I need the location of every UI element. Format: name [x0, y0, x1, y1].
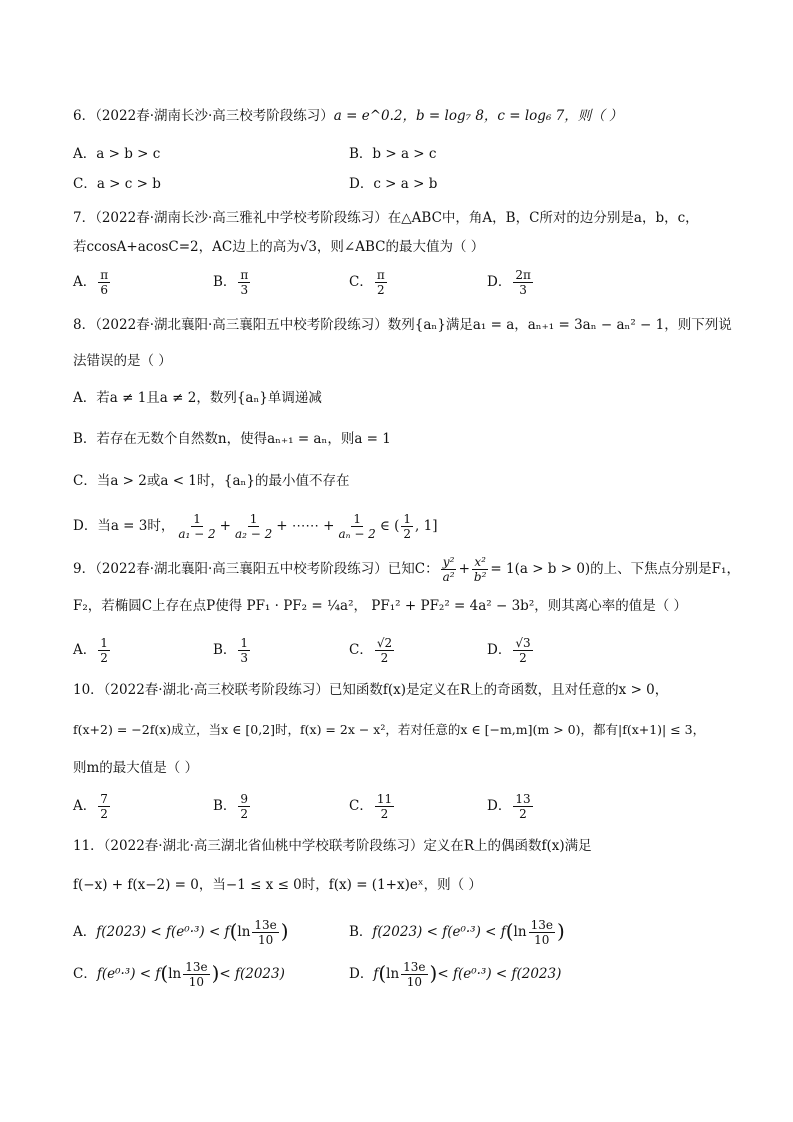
fraction-numerator: x² — [474, 555, 486, 569]
q10-option-d-fraction — [513, 792, 532, 821]
fraction-numerator: 13e — [403, 960, 426, 974]
q9-option-d — [487, 636, 535, 665]
fraction-denominator: 3 — [240, 283, 249, 297]
q8-option-b: B．若存在无数个自然数n，使得aₙ₊₁ = aₙ，则a = 1 — [73, 431, 391, 447]
q9-option-c — [349, 636, 396, 665]
fraction-denominator: 10 — [257, 933, 274, 947]
q9-stem-line1: 9．（2022春·湖北襄阳·高三襄阳五中校考阶段练习）已知C： $\frac{\text{y²}}{\text{a²}}$ + $\frac{\text{x²}}{\text{b²}}$ = 1(a > b > 0)的上、下焦点分别是F₁， — [73, 555, 740, 584]
q11-option-a-fraction — [252, 918, 278, 947]
fraction-numerator: √2 — [376, 636, 393, 650]
q6-option-b: B．b > a > c — [349, 146, 437, 162]
paren-close: ) — [211, 961, 220, 985]
q8-option-d-prefix: D．当a = 3时， — [73, 518, 175, 534]
q9-stem-line2: F₂，若椭圆C上存在点P使得 PF₁ · PF₂ = ¼a²， PF₁² + PF₂² = 4a² − 3b²，则其离心率的值是（ ） — [73, 598, 688, 614]
q11-option-c-label: C． — [73, 966, 97, 982]
q11-stem-line2: f(−x) + f(x−2) = 0，当−1 ≤ x ≤ 0时，f(x) = (1+x)eˣ，则（ ） — [73, 877, 482, 893]
q7-option-a-fraction — [98, 268, 110, 297]
q7-option-b — [213, 268, 252, 297]
q8-interval-close: , 1] — [415, 518, 438, 534]
fraction-denominator: a₂ − 2 — [234, 527, 273, 541]
q11-option-d — [349, 960, 561, 989]
fraction-numerator: y² — [442, 555, 455, 569]
q10-option-a-label: A． — [73, 798, 97, 814]
q11-option-c-fraction — [183, 960, 209, 989]
q7-option-c-label: C． — [349, 274, 373, 290]
fraction-numerator: 13e — [185, 960, 208, 974]
q11-option-b-expr: f(2023) < f(e⁰·³) < f — [372, 924, 506, 940]
q11-option-a — [73, 918, 289, 947]
fraction-denominator: 10 — [534, 933, 550, 947]
q8-fraction-2 — [233, 512, 274, 541]
q10-stem-line1: 10．（2022春·湖北·高三校联考阶段练习）已知函数f(x)是定义在R上的奇函数，且对任意的x > 0， — [73, 682, 669, 698]
q7-option-b-fraction — [238, 268, 250, 297]
q9-option-d-label: D． — [487, 642, 512, 658]
q10-option-b — [213, 792, 252, 821]
q8-option-c: C．当a > 2或a < 1时，{aₙ}的最小值不存在 — [73, 473, 350, 489]
q9-option-c-fraction — [375, 636, 394, 665]
q10-option-b-fraction — [238, 792, 250, 821]
paren-open: ( — [229, 919, 238, 943]
fraction-numerator: 7 — [100, 792, 108, 806]
q9-option-b-label: B． — [213, 642, 237, 658]
q8-option-d: D．当a = 3时， $\frac{1}{\text{a₁ − 2}}$ + $\frac{1}{\text{a₂ − 2}}$ + ⋯⋯ + $\frac{1}{\text{aₙ − 2}}$ ∈ ( $\frac{1}{2}$ , 1] — [73, 512, 438, 541]
fraction-denominator: a₁ − 2 — [178, 527, 216, 541]
fraction-numerator: π — [376, 268, 385, 282]
q8-option-a: A．若a ≠ 1且a ≠ 2，数列{aₙ}单调递减 — [73, 390, 322, 406]
q7-option-d — [487, 268, 535, 297]
q10-option-c-label: C． — [349, 798, 373, 814]
fraction-denominator: 2 — [380, 807, 389, 821]
q7-option-d-fraction — [513, 268, 533, 297]
fraction-numerator: 1 — [193, 512, 201, 526]
paren-close: ) — [280, 919, 289, 943]
fraction-numerator: 13e — [254, 918, 277, 932]
fraction-numerator: 13 — [515, 792, 531, 806]
ln-label: ln — [168, 966, 182, 982]
q9-option-b — [213, 636, 252, 665]
q10-option-c — [349, 792, 396, 821]
fraction-numerator: 1 — [100, 636, 108, 650]
q7-option-b-label: B． — [213, 274, 237, 290]
q10-option-a-fraction — [98, 792, 110, 821]
fraction-denominator: 2 — [240, 807, 249, 821]
q6-option-c: C．a > c > b — [73, 176, 161, 192]
fraction-numerator: √3 — [515, 636, 531, 650]
q11-option-d-expr: f — [373, 966, 379, 982]
q7-option-a — [73, 268, 112, 297]
q7-option-c-fraction — [375, 268, 387, 297]
paren-open: ( — [378, 961, 387, 985]
fraction-numerator: 13e — [530, 918, 553, 932]
q10-option-a — [73, 792, 112, 821]
q9-ellipse-y-term — [441, 555, 457, 584]
q9-option-d-fraction — [513, 636, 532, 665]
fraction-denominator: 10 — [188, 975, 205, 989]
q11-stem-line1: 11．（2022春·湖北·高三湖北省仙桃中学校联考阶段练习）定义在R上的偶函数f(x)满足 — [73, 838, 592, 854]
paren-close: ) — [429, 961, 438, 985]
q9-option-a — [73, 636, 112, 665]
q10-stem-line3: 则m的最大值是（ ） — [73, 760, 199, 776]
fraction-numerator: π — [240, 268, 249, 282]
q10-option-c-fraction — [375, 792, 394, 821]
q8-fraction-1 — [176, 512, 217, 541]
q7-option-d-label: D． — [487, 274, 512, 290]
q11-option-a-expr: f(2023) < f(e⁰·³) < f — [96, 924, 230, 940]
fraction-numerator: 9 — [240, 792, 249, 806]
q9-option-a-label: A． — [73, 642, 97, 658]
q9-option-c-label: C． — [349, 642, 373, 658]
ln-label: ln — [237, 924, 251, 940]
fraction-numerator: 11 — [376, 792, 393, 806]
fraction-denominator: aₙ − 2 — [338, 527, 376, 541]
q9-stem-suffix: = 1(a > b > 0)的上、下焦点分别是F₁， — [490, 561, 740, 577]
fraction-denominator: 10 — [406, 975, 422, 989]
paren-open: ( — [160, 961, 169, 985]
q11-option-b — [349, 918, 565, 947]
q6-stem-prefix: 6．（2022春·湖南长沙·高三校考阶段练习） — [73, 108, 334, 124]
fraction-denominator: 3 — [240, 651, 249, 665]
fraction-numerator: 1 — [240, 636, 249, 650]
fraction-denominator: 2 — [380, 651, 389, 665]
q6-option-a: A．a > b > c — [73, 146, 161, 162]
fraction-denominator: 2 — [100, 651, 108, 665]
fraction-denominator: 2 — [519, 807, 527, 821]
q7-stem-line2: 若ccosA+acosC=2，AC边上的高为√3，则∠ABC的最大值为（ ） — [73, 239, 485, 255]
ln-label: ln — [513, 924, 527, 940]
q6-option-d: D．c > a > b — [349, 176, 438, 192]
fraction-denominator: a² — [442, 570, 455, 584]
q10-option-b-label: B． — [213, 798, 237, 814]
fraction-numerator: 2π — [515, 268, 531, 282]
q8-interval-open: ∈ ( — [379, 518, 400, 534]
fraction-numerator: π — [100, 268, 109, 282]
fraction-numerator: 1 — [403, 512, 412, 526]
fraction-denominator: b² — [473, 570, 487, 584]
q9-ellipse-x-term — [472, 555, 489, 584]
q11-option-b-fraction — [529, 918, 555, 947]
q11-option-d-label: D． — [349, 966, 374, 982]
q11-option-b-label: B． — [349, 924, 373, 940]
q8-stem-line2: 法错误的是（ ） — [73, 353, 172, 369]
q7-option-a-label: A． — [73, 274, 97, 290]
fraction-denominator: 2 — [403, 527, 412, 541]
fraction-denominator: 2 — [100, 807, 108, 821]
q9-stem-prefix: 9．（2022春·湖北襄阳·高三襄阳五中校考阶段练习）已知C： — [73, 561, 439, 577]
q7-option-c — [349, 268, 389, 297]
fraction-denominator: 3 — [519, 283, 527, 297]
ln-label: ln — [386, 966, 400, 982]
q7-stem-line1: 7．（2022春·湖南长沙·高三雅礼中学校考阶段练习）在△ABC中，角A，B，C所对的边分别是a，b，c， — [73, 210, 699, 226]
q8-half-fraction — [401, 512, 413, 541]
q9-option-b-fraction — [238, 636, 250, 665]
fraction-denominator: 6 — [100, 283, 109, 297]
fraction-denominator: 2 — [376, 283, 385, 297]
q8-stem-line1: 8．（2022春·湖北襄阳·高三襄阳五中校考阶段练习）数列{aₙ}满足a₁ = a，aₙ₊₁ = 3aₙ − aₙ² − 1，则下列说 — [73, 317, 732, 333]
fraction-numerator: 1 — [249, 512, 258, 526]
q8-ellipsis: + ⋯⋯ + — [276, 518, 335, 534]
q11-option-d-expr-tail: < f(e⁰·³) < f(2023) — [437, 966, 562, 982]
fraction-numerator: 1 — [353, 512, 361, 526]
q11-option-c — [73, 960, 285, 989]
q10-option-d — [487, 792, 535, 821]
q6-stem-math: a = e^0.2，b = log₇ 8，c = log₆ 7，则（ ） — [333, 108, 623, 124]
fraction-denominator: 2 — [519, 651, 527, 665]
q10-stem-line2: f(x+2) = −2f(x)成立，当x ∈ [0,2]时，f(x) = 2x − x²，若对任意的x ∈ [−m,m](m > 0)，都有|f(x+1)| ≤ 3， — [73, 722, 706, 737]
q11-option-c-expr-tail: < f(2023) — [219, 966, 285, 982]
paren-close: ) — [556, 919, 565, 943]
q10-option-d-label: D． — [487, 798, 512, 814]
q6-stem — [73, 106, 623, 126]
q8-fraction-n — [336, 512, 377, 541]
q11-option-d-fraction — [401, 960, 427, 989]
q9-option-a-fraction — [98, 636, 110, 665]
q11-option-a-label: A． — [73, 924, 97, 940]
paren-open: ( — [505, 919, 514, 943]
q11-option-c-expr: f(e⁰·³) < f — [96, 966, 161, 982]
